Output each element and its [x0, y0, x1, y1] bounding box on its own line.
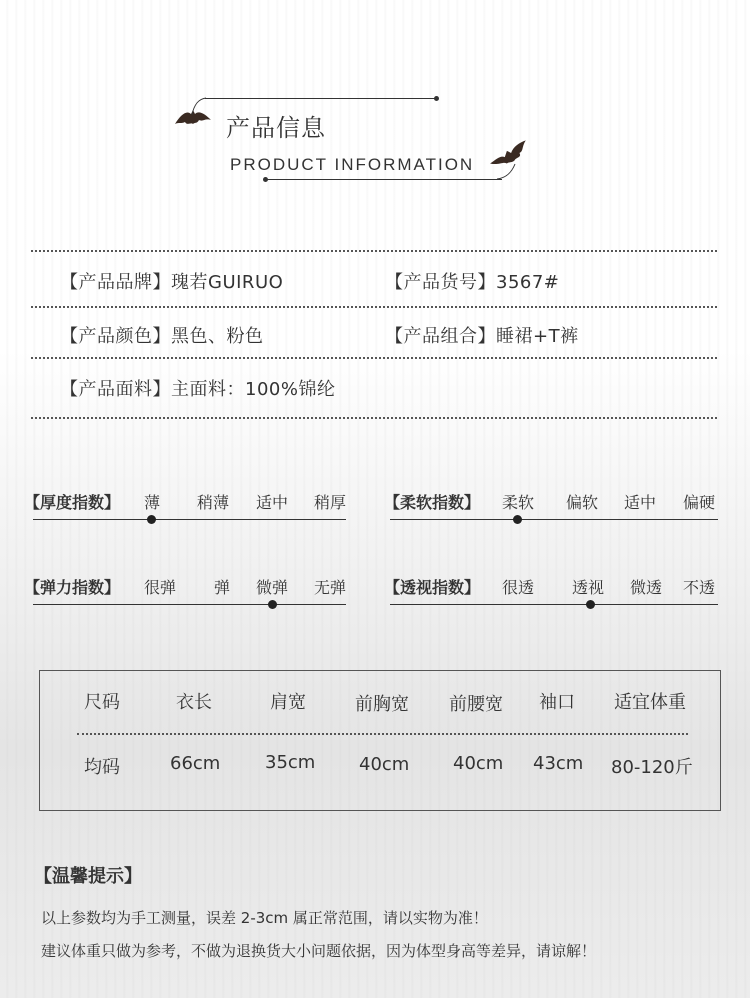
tips-title: 【温馨提示】: [34, 866, 142, 887]
header-curve: [190, 97, 210, 117]
line-end-dot: [263, 177, 268, 182]
info-brand: 【产品品牌】瑰若GUIRUO: [60, 272, 284, 293]
table-cell: 35cm: [265, 752, 316, 773]
transparency-option: 很透: [502, 578, 535, 597]
divider: [31, 306, 717, 308]
header-bottom-line: [266, 179, 502, 180]
tips-line: 以上参数均为手工测量，误差 2-3cm 属正常范围，请以实物为准！: [41, 909, 488, 927]
transparency-selected-dot: [586, 600, 595, 609]
softness-option: 适中: [624, 493, 657, 512]
transparency-index-label: 【透视指数】: [384, 578, 481, 597]
elasticity-option: 弹: [214, 578, 231, 597]
elasticity-scale-line: [33, 604, 346, 605]
table-header-cell: 前胸宽: [355, 694, 409, 715]
softness-index-label: 【柔软指数】: [384, 493, 481, 512]
thickness-index-label: 【厚度指数】: [24, 493, 121, 512]
elasticity-option: 无弹: [314, 578, 347, 597]
table-cell: 40cm: [359, 754, 410, 775]
thickness-scale-line: [33, 519, 346, 520]
elasticity-option: 很弹: [144, 578, 177, 597]
table-cell: 80-120斤: [611, 757, 693, 778]
divider: [31, 250, 717, 252]
thickness-selected-dot: [147, 515, 156, 524]
table-cell: 66cm: [170, 753, 221, 774]
transparency-scale-line: [390, 604, 718, 605]
thickness-option: 稍薄: [197, 493, 230, 512]
elasticity-selected-dot: [268, 600, 277, 609]
thickness-option: 薄: [144, 493, 161, 512]
header-top-line: [205, 98, 437, 99]
table-header-cell: 衣长: [176, 692, 212, 713]
thickness-option: 适中: [256, 493, 289, 512]
softness-option: 柔软: [502, 493, 535, 512]
softness-option: 偏硬: [683, 493, 716, 512]
softness-selected-dot: [513, 515, 522, 524]
table-header-cell: 前腰宽: [449, 694, 503, 715]
table-header-cell: 肩宽: [270, 692, 306, 713]
info-combo: 【产品组合】睡裙+T裤: [385, 326, 579, 347]
info-color: 【产品颜色】黑色、粉色: [60, 326, 264, 347]
table-header-cell: 适宜体重: [614, 692, 686, 713]
table-cell: 均码: [84, 757, 120, 778]
transparency-option: 微透: [630, 578, 663, 597]
table-divider: [77, 733, 688, 735]
line-end-dot: [434, 96, 439, 101]
elasticity-index-label: 【弹力指数】: [24, 578, 121, 597]
table-header-cell: 袖口: [539, 692, 575, 713]
elasticity-option: 微弹: [256, 578, 289, 597]
softness-option: 偏软: [566, 493, 599, 512]
page-title: 产品信息: [226, 114, 326, 142]
transparency-option: 不透: [683, 578, 716, 597]
bat-icon: [488, 138, 530, 170]
divider: [31, 417, 717, 419]
tips-line: 建议体重只做为参考，不做为退换货大小问题依据，因为体型身高等差异，请谅解！: [41, 942, 597, 960]
softness-scale-line: [390, 519, 718, 520]
thickness-option: 稍厚: [314, 493, 347, 512]
table-cell: 40cm: [453, 753, 504, 774]
info-fabric: 【产品面料】主面料：100%锦纶: [60, 379, 336, 400]
table-cell: 43cm: [533, 753, 584, 774]
transparency-option: 透视: [572, 578, 605, 597]
page-subtitle: PRODUCT INFORMATION: [230, 155, 475, 174]
divider: [31, 357, 717, 359]
info-item-number: 【产品货号】3567#: [385, 272, 560, 293]
table-header-cell: 尺码: [84, 692, 120, 713]
